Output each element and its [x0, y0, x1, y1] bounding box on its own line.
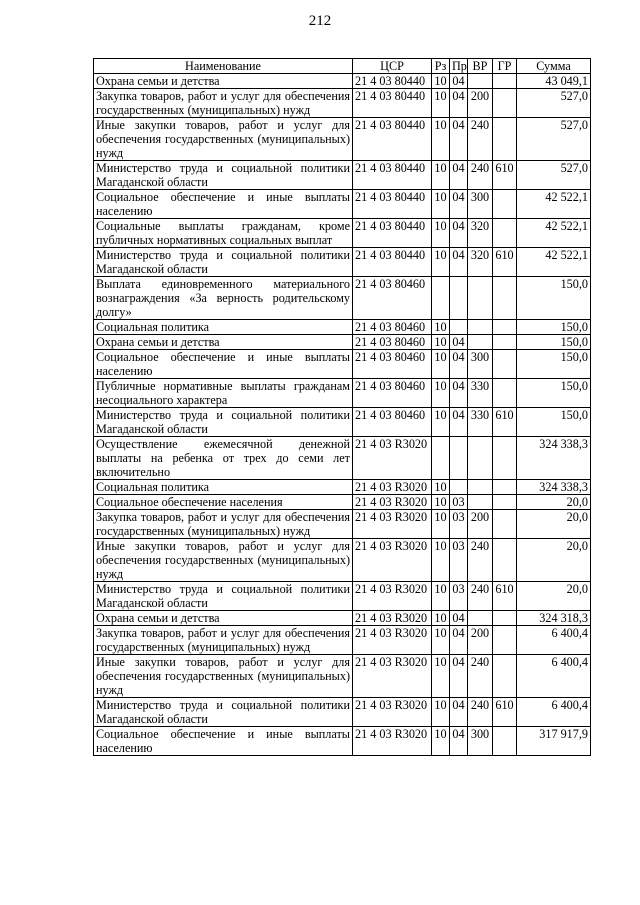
cell-rz: 10 — [432, 161, 450, 190]
cell-rz: 10 — [432, 190, 450, 219]
table-row — [94, 161, 591, 190]
cell-vr: 240 — [468, 582, 493, 611]
table-row — [94, 727, 591, 756]
cell-gr — [493, 335, 517, 350]
cell-rz: 10 — [432, 408, 450, 437]
cell-gr — [493, 219, 517, 248]
cell-vr — [468, 277, 493, 320]
table-row — [94, 582, 591, 611]
cell-csr: 21 4 03 R3020 — [353, 611, 432, 626]
cell-csr: 21 4 03 R3020 — [353, 510, 432, 539]
cell-sum: 527,0 — [517, 161, 591, 190]
cell-pr: 04 — [450, 190, 468, 219]
cell-rz: 10 — [432, 582, 450, 611]
cell-name: Социальное обеспечение и иные выплаты населению — [94, 190, 353, 219]
cell-name: Публичные нормативные выплаты гражданам несоциального характера — [94, 379, 353, 408]
cell-vr: 240 — [468, 698, 493, 727]
cell-gr: 610 — [493, 161, 517, 190]
cell-pr: 04 — [450, 74, 468, 89]
cell-sum: 150,0 — [517, 335, 591, 350]
cell-name: Охрана семьи и детства — [94, 611, 353, 626]
cell-pr: 03 — [450, 582, 468, 611]
cell-sum: 150,0 — [517, 408, 591, 437]
cell-name: Закупка товаров, работ и услуг для обеспечения государственных (муниципальных) нужд — [94, 626, 353, 655]
cell-name: Социальная политика — [94, 480, 353, 495]
cell-rz: 10 — [432, 655, 450, 698]
cell-name: Закупка товаров, работ и услуг для обеспечения государственных (муниципальных) нужд — [94, 510, 353, 539]
cell-sum: 42 522,1 — [517, 190, 591, 219]
cell-vr — [468, 437, 493, 480]
cell-name: Выплата единовременного материального вознаграждения «За верность родительскому долгу» — [94, 277, 353, 320]
cell-vr: 320 — [468, 248, 493, 277]
cell-name: Социальные выплаты гражданам, кроме публичных нормативных социальных выплат — [94, 219, 353, 248]
table-row — [94, 626, 591, 655]
table-row — [94, 118, 591, 161]
cell-pr: 04 — [450, 219, 468, 248]
cell-name: Министерство труда и социальной политики Магаданской области — [94, 698, 353, 727]
cell-pr: 03 — [450, 495, 468, 510]
table-row — [94, 611, 591, 626]
cell-vr: 240 — [468, 118, 493, 161]
cell-pr: 04 — [450, 89, 468, 118]
cell-name: Социальное обеспечение и иные выплаты населению — [94, 350, 353, 379]
table-row — [94, 408, 591, 437]
cell-vr: 200 — [468, 626, 493, 655]
cell-sum: 150,0 — [517, 350, 591, 379]
cell-csr: 21 4 03 R3020 — [353, 539, 432, 582]
cell-vr: 330 — [468, 379, 493, 408]
cell-pr — [450, 437, 468, 480]
cell-csr: 21 4 03 R3020 — [353, 626, 432, 655]
cell-rz: 10 — [432, 611, 450, 626]
cell-rz: 10 — [432, 248, 450, 277]
cell-pr: 04 — [450, 335, 468, 350]
cell-rz: 10 — [432, 350, 450, 379]
header-name: Наименование — [94, 59, 353, 74]
table-row — [94, 437, 591, 480]
cell-sum: 150,0 — [517, 379, 591, 408]
cell-csr: 21 4 03 R3020 — [353, 582, 432, 611]
cell-gr — [493, 495, 517, 510]
cell-gr: 610 — [493, 248, 517, 277]
cell-pr: 04 — [450, 408, 468, 437]
table-row — [94, 320, 591, 335]
cell-name: Социальное обеспечение и иные выплаты населению — [94, 727, 353, 756]
cell-vr — [468, 335, 493, 350]
header-csr: ЦСР — [353, 59, 432, 74]
cell-sum: 42 522,1 — [517, 219, 591, 248]
cell-vr — [468, 74, 493, 89]
cell-pr: 04 — [450, 727, 468, 756]
cell-gr: 610 — [493, 698, 517, 727]
cell-name: Иные закупки товаров, работ и услуг для обеспечения государственных (муниципальных) нужд — [94, 118, 353, 161]
cell-gr — [493, 320, 517, 335]
cell-sum: 20,0 — [517, 582, 591, 611]
cell-rz: 10 — [432, 320, 450, 335]
cell-gr: 610 — [493, 408, 517, 437]
cell-csr: 21 4 03 R3020 — [353, 480, 432, 495]
cell-gr — [493, 727, 517, 756]
cell-gr — [493, 118, 517, 161]
cell-csr: 21 4 03 R3020 — [353, 437, 432, 480]
cell-sum: 527,0 — [517, 118, 591, 161]
header-rz: Рз — [432, 59, 450, 74]
cell-gr — [493, 350, 517, 379]
cell-name: Иные закупки товаров, работ и услуг для обеспечения государственных (муниципальных) нужд — [94, 539, 353, 582]
cell-sum: 6 400,4 — [517, 626, 591, 655]
cell-pr: 03 — [450, 539, 468, 582]
cell-csr: 21 4 03 80460 — [353, 408, 432, 437]
cell-rz: 10 — [432, 89, 450, 118]
cell-sum: 6 400,4 — [517, 698, 591, 727]
cell-sum: 324 338,3 — [517, 437, 591, 480]
table-row — [94, 698, 591, 727]
cell-vr: 330 — [468, 408, 493, 437]
cell-gr — [493, 437, 517, 480]
cell-sum: 6 400,4 — [517, 655, 591, 698]
cell-rz — [432, 277, 450, 320]
cell-name: Осуществление ежемесячной денежной выплаты на ребенка от трех до семи лет включительно — [94, 437, 353, 480]
cell-name: Иные закупки товаров, работ и услуг для обеспечения государственных (муниципальных) нужд — [94, 655, 353, 698]
cell-name: Министерство труда и социальной политики Магаданской области — [94, 161, 353, 190]
header-sum: Сумма — [517, 59, 591, 74]
cell-pr: 04 — [450, 118, 468, 161]
cell-sum: 42 522,1 — [517, 248, 591, 277]
cell-rz: 10 — [432, 480, 450, 495]
header-pr: Пр — [450, 59, 468, 74]
cell-sum: 43 049,1 — [517, 74, 591, 89]
cell-vr: 240 — [468, 539, 493, 582]
cell-sum: 317 917,9 — [517, 727, 591, 756]
cell-csr: 21 4 03 80440 — [353, 74, 432, 89]
cell-name: Социальная политика — [94, 320, 353, 335]
cell-vr: 300 — [468, 727, 493, 756]
cell-csr: 21 4 03 80460 — [353, 277, 432, 320]
cell-pr — [450, 320, 468, 335]
cell-sum: 20,0 — [517, 495, 591, 510]
cell-name: Социальное обеспечение населения — [94, 495, 353, 510]
cell-gr — [493, 190, 517, 219]
cell-pr: 04 — [450, 248, 468, 277]
cell-rz: 10 — [432, 698, 450, 727]
cell-sum: 324 318,3 — [517, 611, 591, 626]
table-row — [94, 74, 591, 89]
cell-rz: 10 — [432, 335, 450, 350]
cell-vr: 240 — [468, 655, 493, 698]
cell-pr: 04 — [450, 626, 468, 655]
cell-csr: 21 4 03 80440 — [353, 219, 432, 248]
cell-rz: 10 — [432, 219, 450, 248]
cell-vr — [468, 611, 493, 626]
cell-vr: 300 — [468, 350, 493, 379]
table-row — [94, 350, 591, 379]
cell-sum: 150,0 — [517, 320, 591, 335]
table-row — [94, 248, 591, 277]
cell-pr: 04 — [450, 379, 468, 408]
cell-gr: 610 — [493, 582, 517, 611]
cell-sum: 20,0 — [517, 510, 591, 539]
cell-gr — [493, 480, 517, 495]
cell-pr — [450, 277, 468, 320]
cell-rz: 10 — [432, 118, 450, 161]
cell-name: Закупка товаров, работ и услуг для обеспечения государственных (муниципальных) нужд — [94, 89, 353, 118]
table-row — [94, 480, 591, 495]
cell-gr — [493, 655, 517, 698]
cell-csr: 21 4 03 80440 — [353, 89, 432, 118]
cell-csr: 21 4 03 80440 — [353, 161, 432, 190]
cell-csr: 21 4 03 R3020 — [353, 655, 432, 698]
cell-pr: 04 — [450, 161, 468, 190]
cell-gr — [493, 626, 517, 655]
cell-vr — [468, 480, 493, 495]
cell-pr: 04 — [450, 655, 468, 698]
cell-vr: 200 — [468, 89, 493, 118]
cell-name: Министерство труда и социальной политики Магаданской области — [94, 582, 353, 611]
cell-csr: 21 4 03 80440 — [353, 118, 432, 161]
cell-rz: 10 — [432, 74, 450, 89]
table-row — [94, 510, 591, 539]
cell-rz: 10 — [432, 539, 450, 582]
cell-pr: 04 — [450, 350, 468, 379]
cell-csr: 21 4 03 R3020 — [353, 698, 432, 727]
cell-gr — [493, 611, 517, 626]
cell-gr — [493, 89, 517, 118]
cell-csr: 21 4 03 80440 — [353, 190, 432, 219]
cell-name: Министерство труда и социальной политики Магаданской области — [94, 408, 353, 437]
header-gr: ГР — [493, 59, 517, 74]
table-row — [94, 190, 591, 219]
cell-csr: 21 4 03 80460 — [353, 379, 432, 408]
cell-pr: 04 — [450, 698, 468, 727]
page-number: 212 — [308, 13, 332, 29]
cell-name: Охрана семьи и детства — [94, 74, 353, 89]
cell-rz: 10 — [432, 510, 450, 539]
cell-sum: 527,0 — [517, 89, 591, 118]
table-row — [94, 495, 591, 510]
cell-csr: 21 4 03 80440 — [353, 248, 432, 277]
cell-sum: 324 338,3 — [517, 480, 591, 495]
cell-name: Охрана семьи и детства — [94, 335, 353, 350]
cell-gr — [493, 510, 517, 539]
cell-gr — [493, 277, 517, 320]
cell-csr: 21 4 03 80460 — [353, 350, 432, 379]
table-row — [94, 379, 591, 408]
cell-gr — [493, 379, 517, 408]
cell-pr: 03 — [450, 510, 468, 539]
cell-pr: 04 — [450, 611, 468, 626]
cell-csr: 21 4 03 R3020 — [353, 727, 432, 756]
cell-vr — [468, 495, 493, 510]
cell-sum: 150,0 — [517, 277, 591, 320]
table-row — [94, 539, 591, 582]
table-row — [94, 89, 591, 118]
budget-table — [93, 58, 591, 756]
table-row — [94, 219, 591, 248]
cell-rz: 10 — [432, 727, 450, 756]
table-header-row — [94, 59, 591, 74]
cell-rz: 10 — [432, 379, 450, 408]
cell-gr — [493, 539, 517, 582]
table-row — [94, 655, 591, 698]
cell-rz: 10 — [432, 626, 450, 655]
table-row — [94, 277, 591, 320]
cell-csr: 21 4 03 80460 — [353, 335, 432, 350]
cell-csr: 21 4 03 80460 — [353, 320, 432, 335]
cell-rz — [432, 437, 450, 480]
cell-vr: 200 — [468, 510, 493, 539]
cell-pr — [450, 480, 468, 495]
cell-vr — [468, 320, 493, 335]
cell-vr: 300 — [468, 190, 493, 219]
cell-rz: 10 — [432, 495, 450, 510]
cell-vr: 240 — [468, 161, 493, 190]
cell-csr: 21 4 03 R3020 — [353, 495, 432, 510]
cell-name: Министерство труда и социальной политики Магаданской области — [94, 248, 353, 277]
table-row — [94, 335, 591, 350]
cell-gr — [493, 74, 517, 89]
header-vr: ВР — [468, 59, 493, 74]
cell-sum: 20,0 — [517, 539, 591, 582]
cell-vr: 320 — [468, 219, 493, 248]
